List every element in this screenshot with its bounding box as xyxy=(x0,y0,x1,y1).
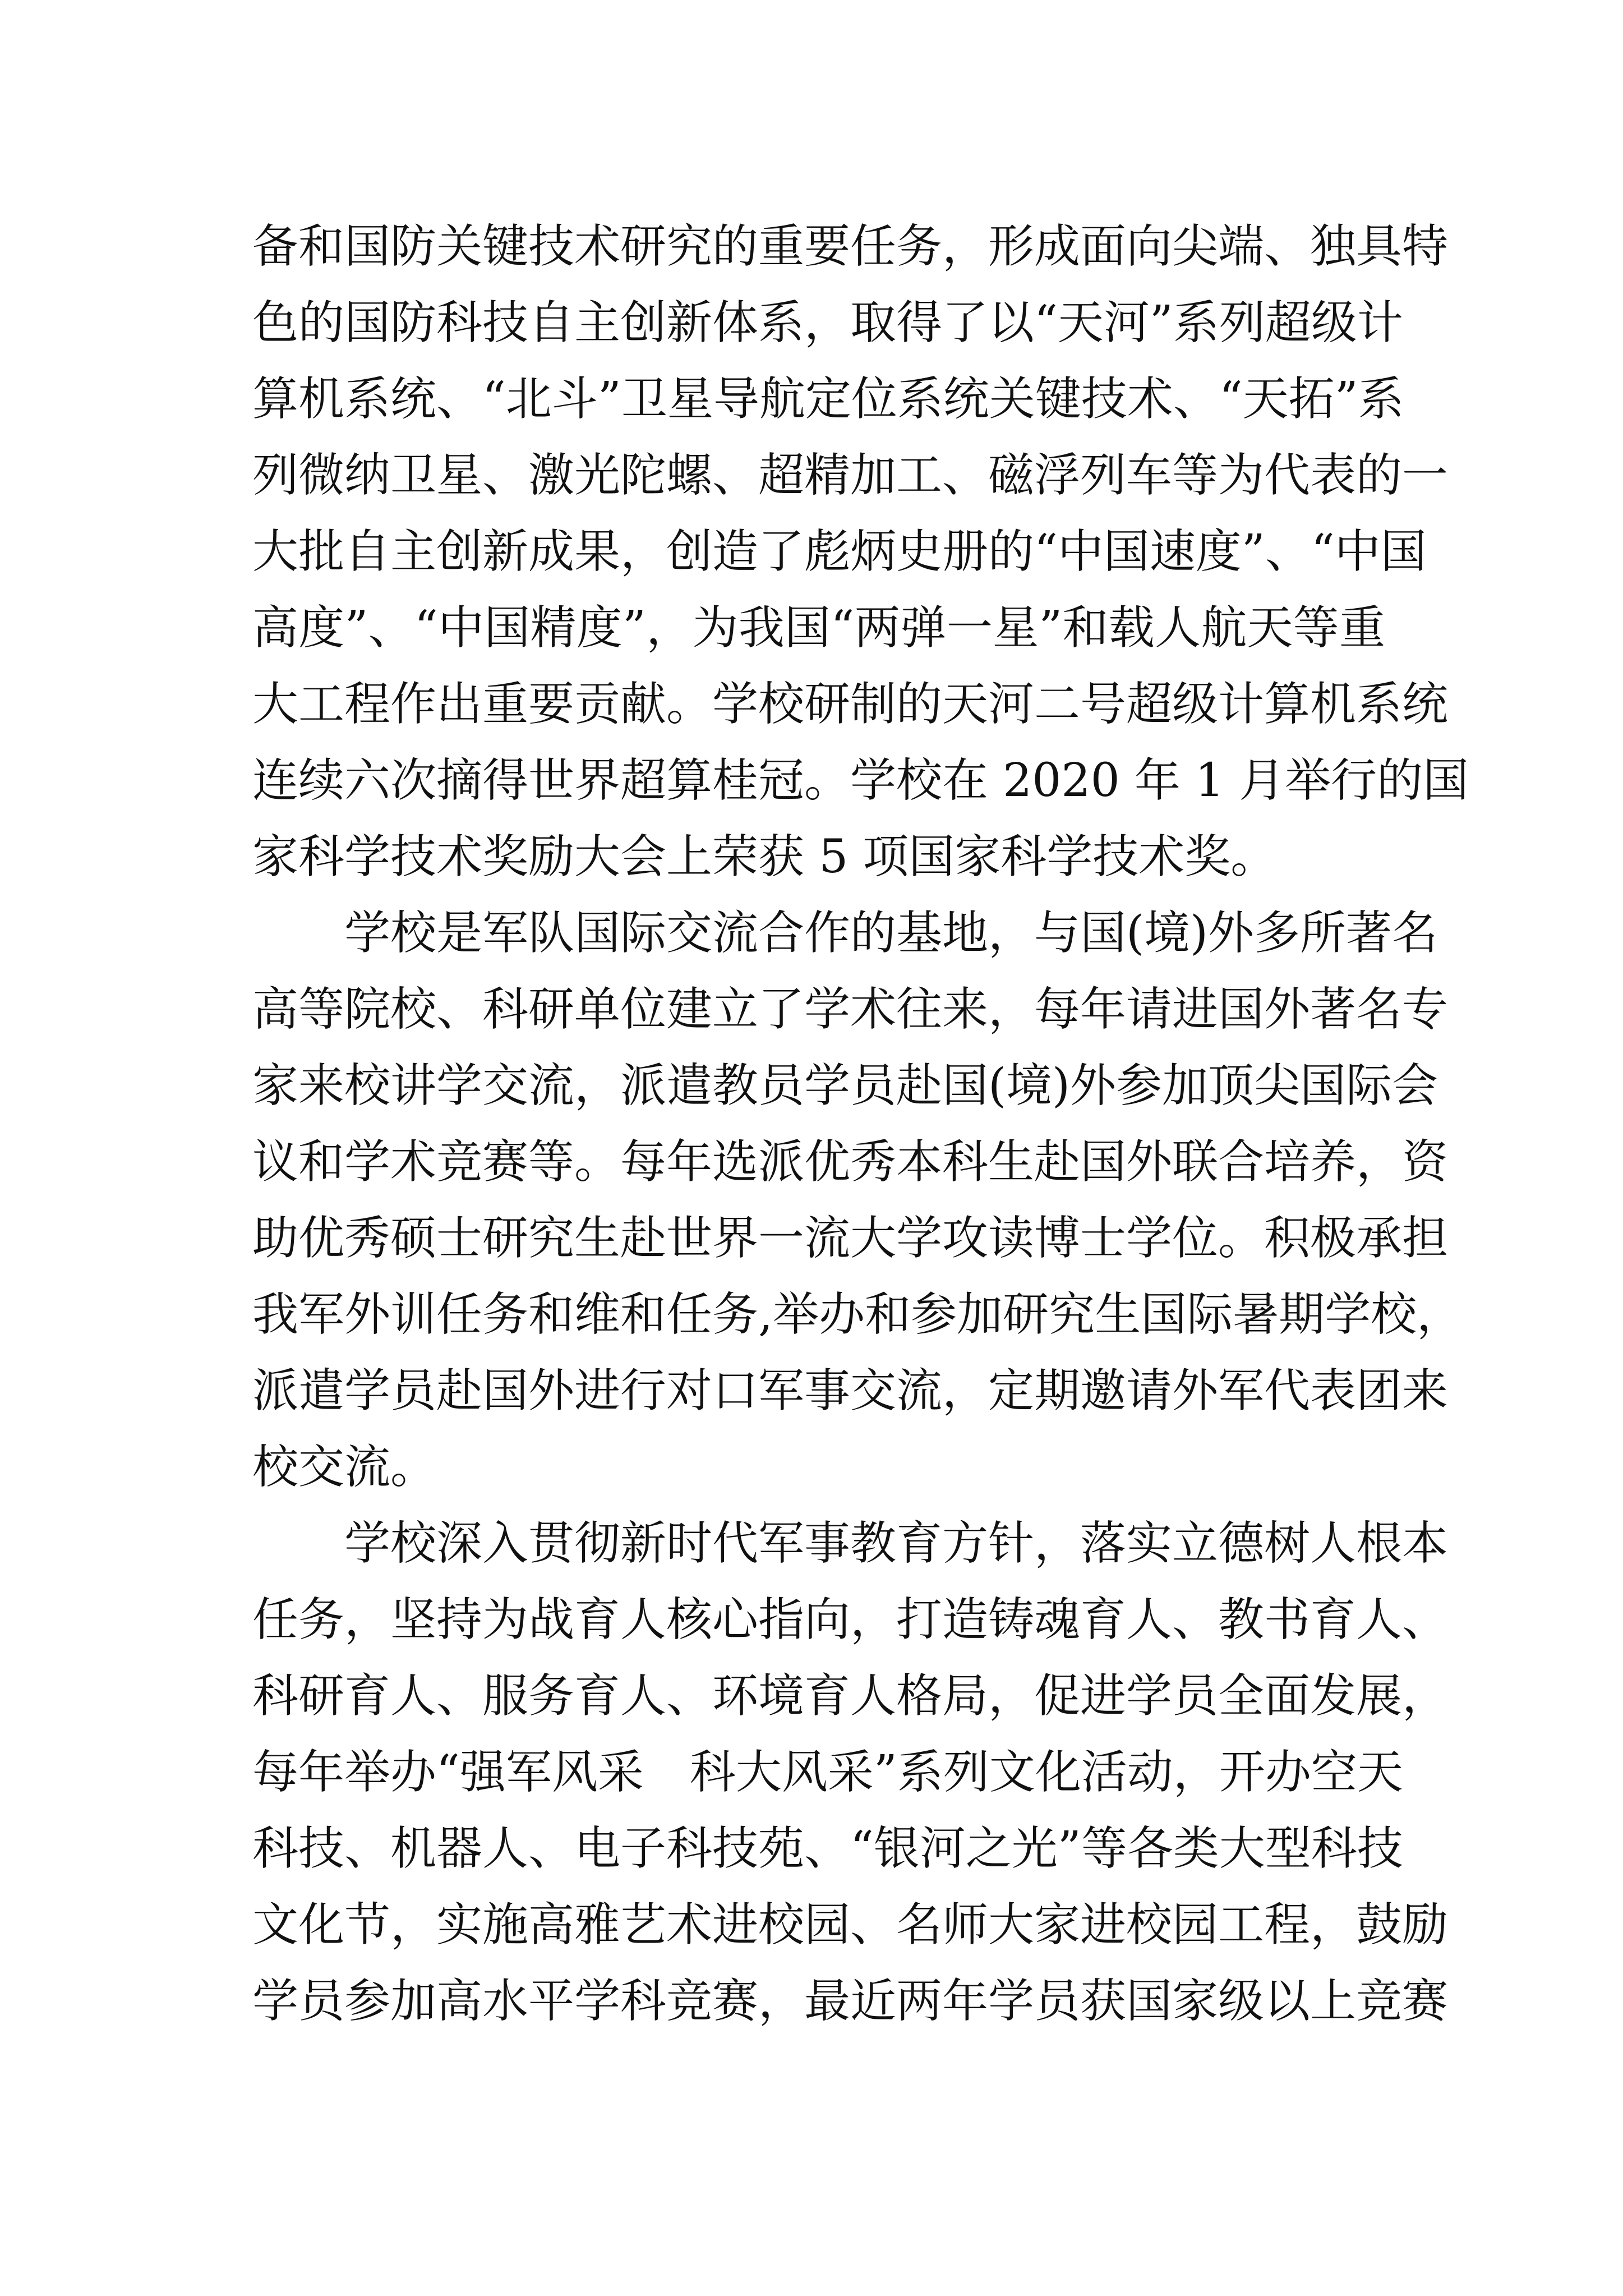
text-line: 任务，坚持为战育人核心指向，打造铸魂育人、教书育人、 xyxy=(252,1593,1449,1646)
text-line: 家来校讲学交流，派遣教员学员赴国(境)外参加顶尖国际会 xyxy=(252,1059,1438,1112)
paragraph xyxy=(252,209,1469,895)
text-line: 算机系统、“北斗”卫星导航定位系统关键技术、“天拓”系 xyxy=(252,372,1404,426)
text-line: 学校是军队国际交流合作的基地，与国(境)外多所著名 xyxy=(344,907,1438,960)
text-line: 文化节，实施高雅艺术进校园、名师大家进校园工程，鼓励 xyxy=(252,1898,1449,1952)
text-line: 派遣学员赴国外进行对口军事交流，定期邀请外军代表团来 xyxy=(252,1364,1449,1418)
body-text xyxy=(252,209,1469,2040)
text-line: 列微纳卫星、激光陀螺、超精加工、磁浮列车等为代表的一 xyxy=(252,449,1449,502)
text-line: 议和学术竞赛等。每年选派优秀本科生赴国外联合培养，资 xyxy=(252,1135,1449,1189)
text-line: 科研育人、服务育人、环境育人格局，促进学员全面发展， xyxy=(252,1669,1449,1723)
text-line: 每年举办“强军风采 科大风采”系列文化活动，开办空天 xyxy=(252,1746,1403,1799)
text-line: 连续六次摘得世界超算桂冠。学校在 2020 年 1 月举行的国 xyxy=(252,754,1469,807)
paragraph xyxy=(252,1506,1449,2040)
text-line: 学校深入贯彻新时代军事教育方针，落实立德树人根本 xyxy=(344,1517,1449,1570)
text-line: 大工程作出重要贡献。学校研制的天河二号超级计算机系统 xyxy=(252,678,1449,731)
text-line: 校交流。 xyxy=(252,1441,437,1494)
text-line: 助优秀硕士研究生赴世界一流大学攻读博士学位。积极承担 xyxy=(252,1212,1449,1265)
text-line: 高度”、“中国精度”，为我国“两弹一星”和载人航天等重 xyxy=(252,601,1385,655)
text-line: 学员参加高水平学科竞赛，最近两年学员获国家级以上竞赛 xyxy=(252,1975,1449,2028)
paragraph xyxy=(252,895,1463,1506)
text-line: 科技、机器人、电子科技苑、“银河之光”等各类大型科技 xyxy=(252,1822,1403,1875)
text-line: 家科学技术奖励大会上荣获 5 项国家科学技术奖。 xyxy=(252,830,1277,884)
text-line: 高等院校、科研单位建立了学术往来，每年请进国外著名专 xyxy=(252,983,1449,1036)
text-line: 大批自主创新成果，创造了彪炳史册的“中国速度”、“中国 xyxy=(252,525,1427,578)
text-line: 色的国防科技自主创新体系，取得了以“天河”系列超级计 xyxy=(252,296,1403,349)
text-line: 我军外训任务和维和任务,举办和参加研究生国际暑期学校， xyxy=(252,1288,1463,1341)
text-line: 备和国防关键技术研究的重要任务，形成面向尖端、独具特 xyxy=(252,220,1449,273)
